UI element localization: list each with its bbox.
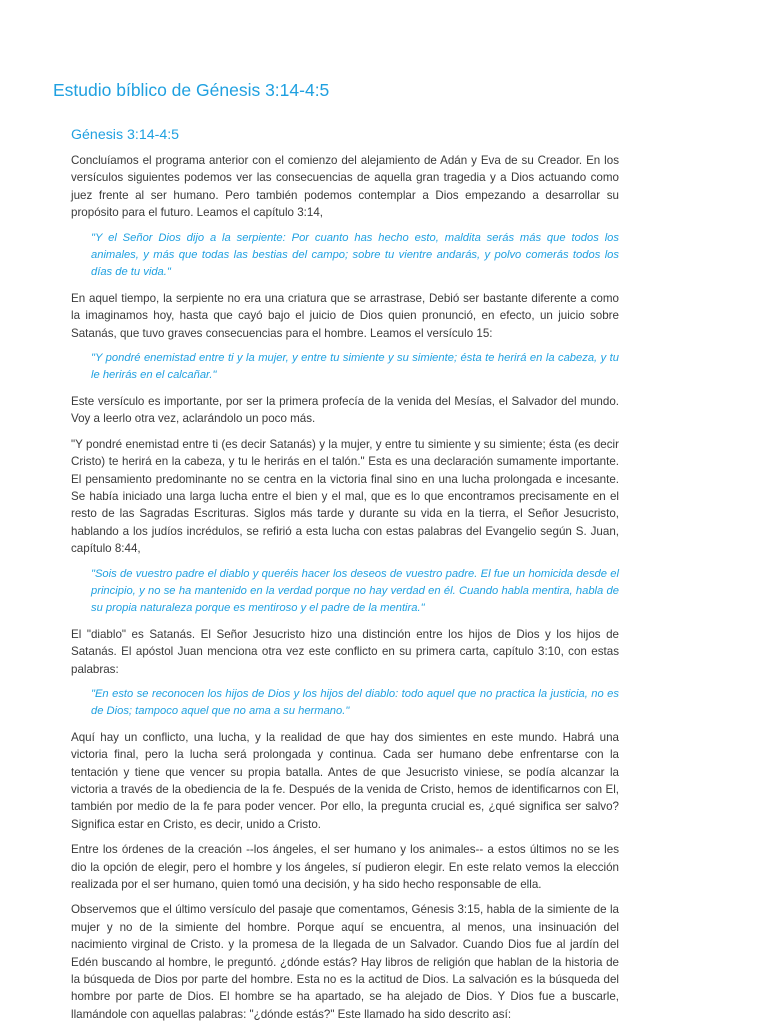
scripture-quote: "En esto se reconocen los hijos de Dios y los hijos del diablo: todo aquel que no practica la justicia, no es de Dios; tampoco aquel que no ama a su hermano."	[91, 687, 619, 718]
scripture-quote: "Sois de vuestro padre el diablo y queréis hacer los deseos de vuestro padre. El fue un homicida desde el principio, y no se ha mantenido en la verdad porque no hay verdad en él. Cuando habla mentira, habla de su propia naturaleza porque es mentiroso y el padre de la mentira."	[91, 567, 619, 615]
body-paragraph: Este versículo es importante, por ser la primera profecía de la venida del Mesías, el Salvador del mundo. Voy a leerlo otra vez, aclarándolo un poco más.	[71, 394, 619, 426]
body-paragraph: Aquí hay un conflicto, una lucha, y la realidad de que hay dos simientes en este mundo. Habrá una victoria final, pero la lucha será prolongada y continua. Cada ser humano debe enfrentarse con la tentación y tiene que vencer su propia batalla. Antes de que Jesucristo viniese, se podía alcanzar la victoria a través de la obediencia de la fe. Después de la venida de Cristo, hemos de identificarnos con El, también por medio de la fe para poder vencer. Por ello, la pregunta crucial es, ¿qué significa ser salvo? Significa estar en Cristo, es decir, unido a Cristo.	[71, 730, 619, 831]
body-paragraph: Entre los órdenes de la creación --los ángeles, el ser humano y los animales-- a estos últimos no se les dio la opción de elegir, pero el hombre y los ángeles, sí pudieron elegir. En este relato vemos la elección realizada por el ser humano, quien tomó una decisión, y ha sido hecho responsable de ella.	[71, 843, 619, 892]
body-paragraph: En aquel tiempo, la serpiente no era una criatura que se arrastrase, Debió ser bastante diferente a como la imaginamos hoy, hasta que cayó bajo el juicio de Dios quien pronunció, en efecto, un juicio sobre Satanás, que tuvo graves consecuencias para el hombre. Leamos el versículo 15:	[71, 291, 619, 340]
body-paragraph: Concluíamos el programa anterior con el comienzo del alejamiento de Adán y Eva de su Creador. En los versículos siguientes podemos ver las consecuencias de aquella gran tragedia y a Dios actuando como juez frente al ser humano. Pero también podemos contemplar a Dios empezando a desarrollar su propósito para el futuro. Leamos el capítulo 3:14,	[71, 154, 619, 220]
body-paragraph: Observemos que el último versículo del pasaje que comentamos, Génesis 3:15, habla de la simiente de la mujer y no de la simiente del hombre. Porque aquí se encuentra, al menos, una insinuación del nacimiento virginal de Cristo. y la promesa de la llegada de un Salvador. Cuando Dios fue al jardín del Edén buscando al hombre, le preguntó. ¿dónde estás? Hay libros de religión que hablan de la historia de la búsqueda de Dios por parte del hombre. Esta no es la actitud de Dios. La salvación es la búsqueda del hombre por parte de Dios. El hombre se ha apartado, se ha alejado de Dios. Y Dios fue a buscarle, llamándole con aquellas palabras: "¿dónde estás?" Este llamado ha sido descrito así:	[71, 903, 619, 1021]
scripture-quote: "Y el Señor Dios dijo a la serpiente: Por cuanto has hecho esto, maldita serás más que todos los animales, y más que todas las bestias del campo; sobre tu vientre andarás, y polvo comerás todos los días de tu vida."	[91, 231, 619, 279]
section-heading: Génesis 3:14-4:5	[71, 127, 180, 143]
document-body	[71, 125, 619, 1031]
scripture-quote: "Y pondré enemistad entre ti y la mujer, y entre tu simiente y su simiente; ésta te herirá en la cabeza, y tu le herirás en el calcañar."	[91, 352, 619, 382]
page-title: Estudio bíblico de Génesis 3:14-4:5	[53, 80, 330, 100]
body-paragraph: "Y pondré enemistad entre ti (es decir Satanás) y la mujer, y entre tu simiente y su simiente; ésta (es decir Cristo) te herirá en la cabeza, y tu le herirás en el talón." Esta es una declaración sumamente importante. El pensamiento predominante no se centra en la victoria final sino en una lucha prolongada e incesante. Se había iniciado una larga lucha entre el bien y el mal, que es lo que encontramos precisamente en el resto de las Sagradas Escrituras. Siglos más tarde y durante su vida en la tierra, el Señor Jesucristo, hablando a los judíos incrédulos, se refirió a esta lucha con estas palabras del Evangelio según S. Juan, capítulo 8:44,	[71, 437, 619, 556]
body-paragraph: El "diablo" es Satanás. El Señor Jesucristo hizo una distinción entre los hijos de Dios y los hijos de Satanás. El apóstol Juan menciona otra vez este conflicto en su primera carta, capítulo 3:10, con estas palabras:	[71, 627, 619, 676]
